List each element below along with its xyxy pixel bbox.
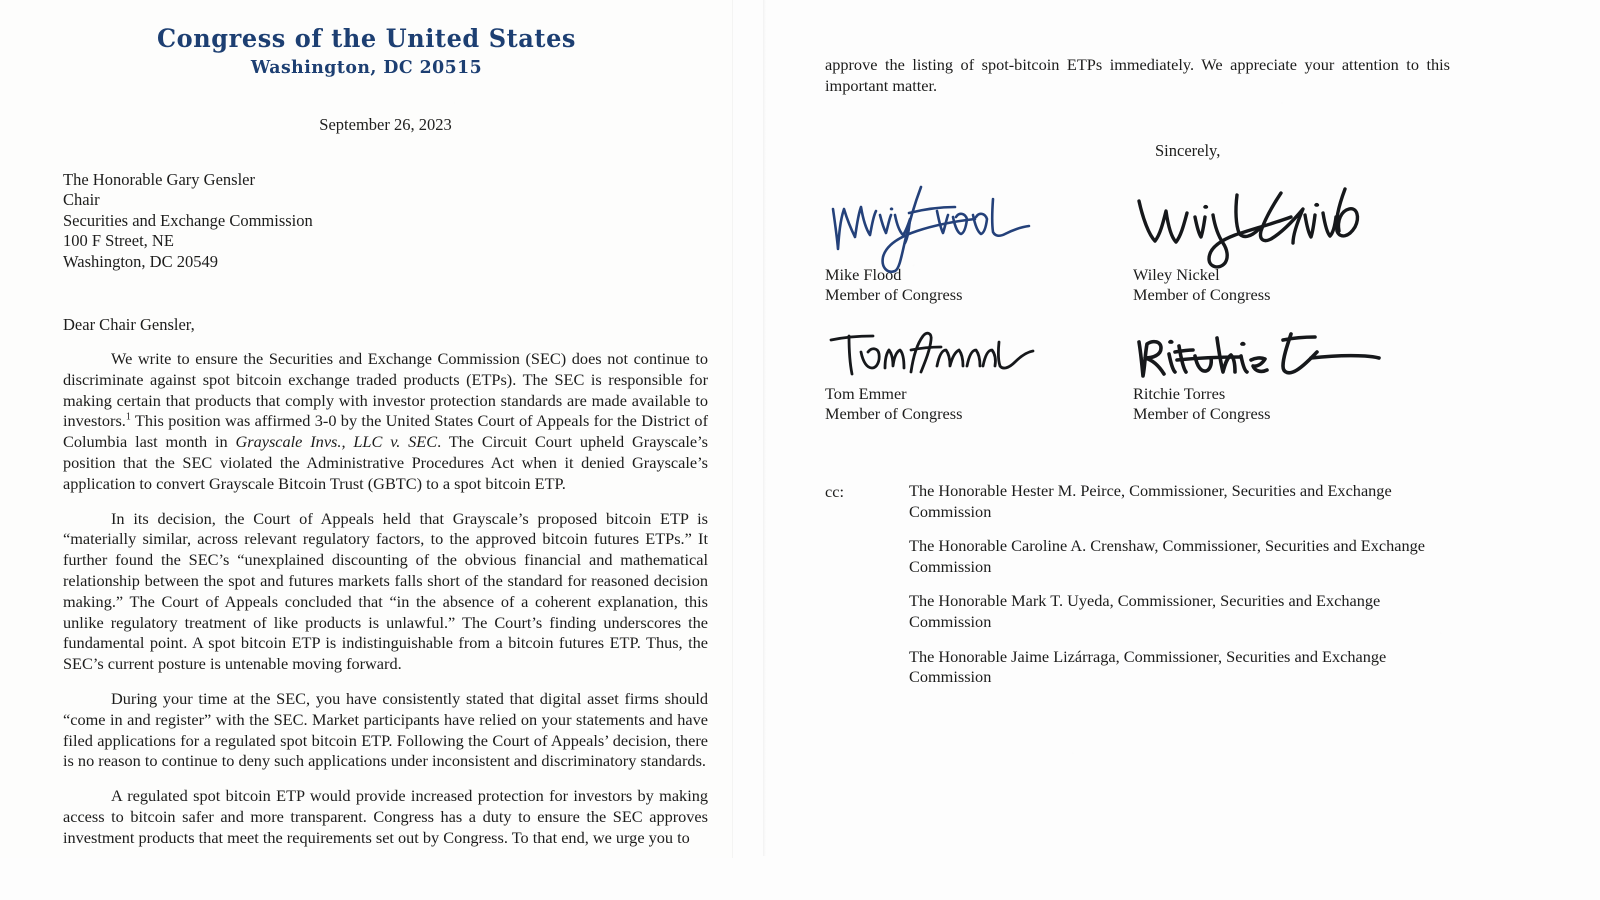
signatory-title: Member of Congress: [1133, 285, 1271, 305]
cc-recipient: The Honorable Mark T. Uyeda, Commissioner, Securities and Exchange Commission: [909, 591, 1381, 631]
tom-emmer-signature: [825, 328, 1133, 384]
addressee-title: Chair: [63, 190, 100, 210]
cc-block: [825, 481, 1450, 688]
letter-date: September 26, 2023: [319, 115, 452, 134]
signature-block-wiley-nickel: [1133, 179, 1450, 306]
signature-block-ritchie-torres: [1133, 328, 1450, 425]
signatory-title: Member of Congress: [825, 285, 963, 305]
signature-grid: [825, 179, 1450, 425]
page-1-body: [63, 0, 708, 849]
closing-salutation: Sincerely,: [1155, 140, 1221, 160]
signatory-title: Member of Congress: [825, 404, 963, 424]
signatory-name: Wiley Nickel: [1133, 264, 1220, 284]
letter-page-2: [763, 0, 1600, 856]
addressee-street: 100 F Street, NE: [63, 231, 174, 251]
letterhead-washington-line: Washington, DC 20515: [250, 56, 483, 78]
ritchie-torres-signature: [1133, 328, 1450, 384]
cc-recipient: The Honorable Hester M. Peirce, Commissioner, Securities and Exchange Commission: [909, 480, 1392, 521]
signatory-name: Tom Emmer: [825, 383, 907, 403]
signature-block-mike-flood: [825, 179, 1133, 306]
letter-page-1: [0, 0, 733, 858]
body-paragraph-1: We write to ensure the Securities and Exchange Commission (SEC) does not continue to discriminate against spot bitcoin exchange traded products (ETPs). The SEC is responsible for making certain that products that comply with investor protection standards are made available to investors.$^1$ This position was affirmed 3-0 by the United States Court of Appeals for the District of Columbia last month in Grayscale Invs., LLC v. SEC. The Circuit Court upheld Grayscale’s position that the SEC violated the Administrative Procedures Act when it denied Grayscale’s application to convert Grayscale Bitcoin Trust (GBTC) to a spot bitcoin ETP.: [63, 349, 708, 493]
signatory-title: Member of Congress: [1133, 404, 1271, 424]
body-paragraph-3: During your time at the SEC, you have consistently stated that digital asset firms should “come in and register” with the SEC. Market participants have relied on your statements and have filed applications for a regulated spot bitcoin ETP. Following the Court of Appeals’ decision, there is no reason to continue to deny such applications under inconsistent and discriminatory standards.: [63, 688, 708, 771]
addressee-name: The Honorable Gary Gensler: [63, 170, 255, 189]
cc-recipient: The Honorable Caroline A. Crenshaw, Commissioner, Securities and Exchange Commission: [909, 536, 1425, 576]
letterhead-congress-line: Congress of the United States: [156, 24, 577, 53]
cc-recipient-list: [909, 481, 1450, 688]
cc-label: cc:: [825, 481, 844, 501]
cc-recipient: The Honorable Jaime Lizárraga, Commissioner, Securities and Exchange Commission: [909, 646, 1387, 687]
addressee-organization: Securities and Exchange Commission: [63, 210, 313, 230]
signature-block-tom-emmer: [825, 328, 1133, 425]
body-paragraph-2: In its decision, the Court of Appeals held that Grayscale’s proposed bitcoin ETP is “materially similar, across relevant regulatory factors, to the approved bitcoin futures ETPs.” It further found the SEC’s “unexplained discounting of the obvious financial and mathematical relationship between the spot and futures markets falls short of the standard for reasoned decision making.” The Court of Appeals concluded that “in the absence of a coherent explanation, this unlike regulatory treatment of like products is unlawful.” The Court’s finding underscores the fundamental point. A spot bitcoin ETP is indistinguishable from a bitcoin futures ETP. Thus, the SEC’s current posture is untenable moving forward.: [63, 508, 708, 674]
addressee-city-state-zip: Washington, DC 20549: [63, 251, 218, 271]
body-paragraph-4: A regulated spot bitcoin ETP would provide increased protection for investors by making access to bitcoin safer and more transparent. Congress has a duty to ensure the SEC approves investment products that meet the requirements set out by Congress. To that end, we urge you to: [63, 786, 708, 847]
signatory-name: Mike Flood: [825, 264, 902, 284]
wiley-nickel-signature: [1133, 179, 1450, 265]
continuation-paragraph: approve the listing of spot-bitcoin ETPs immediately. We appreciate your attention to this important matter.: [825, 55, 1450, 95]
mike-flood-signature: [825, 179, 1133, 265]
addressee-block: [63, 170, 708, 272]
page-2-body: [825, 0, 1450, 688]
salutation: Dear Chair Gensler,: [63, 315, 195, 335]
signatory-name: Ritchie Torres: [1133, 383, 1226, 403]
